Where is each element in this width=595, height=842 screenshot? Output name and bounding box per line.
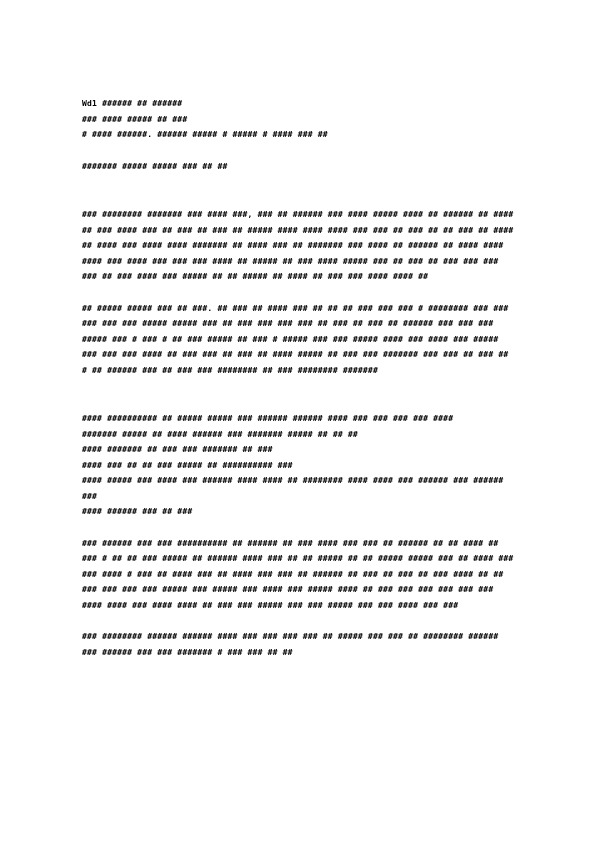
- list-line-2: ####### ##### ## #### ###### ### ####### ##### ## ## ##: [82, 429, 358, 439]
- header-line-1: Wd1 ###### ## ######: [82, 99, 183, 108]
- header-line-2: ### #### ##### ## ###: [82, 114, 188, 124]
- subheading: ####### ##### ##### ### ## ##: [82, 161, 228, 171]
- spacer: [82, 520, 515, 536]
- list-line-4: #### ### ## ## ### ##### ## ########## ###: [82, 460, 293, 470]
- list-line-3: #### ####### ## ### ### ####### ## ###: [82, 445, 273, 454]
- list-line-5: #### ##### ### #### ### ###### #### #### ## ######## #### #### ### ###### ### ###### ###: [82, 476, 509, 501]
- spacer: [82, 378, 515, 411]
- spacer: [82, 174, 515, 207]
- body-paragraph-2: ## ##### ##### ### ## ###. ## ### ## #### ### ## ## ## ### ### ### # ######## ### ### ### ### ### ##### ##### ### ## ### ### ### ### ## ### ## ### ## ###### ### ### ### ##### ### # ### # ## ### ##### ## ### # ##### ### ### ##### #### ### #### ### ##### ### ### ### #### ## ### ### ## ### ## #### ##### ## ### ### ####### ### ### ## ### ## # ## ###### ### ## ### ### ######## ## ### ######## #######: [82, 303, 514, 375]
- body-paragraph-3: ### ###### ### ### ########## ## ###### ## ### #### ### ### ## ###### ## ## #### ## ### # ## ## ### ##### ## ###### #### ### ## ## ##### ## ## ##### ##### ### ## #### ### ### #### # ### ## #### ### ## #### ### ### ## ###### ## ### ## ### ## ### #### ## ## ### ### ### ### ##### ### ##### ### #### ### ##### #### ## ### ### ### ### ### ### #### #### ### #### #### ## ### ### ##### ### ### ##### ### ### #### ### ###: [82, 538, 519, 610]
- spacer: [82, 613, 515, 629]
- spacer: [82, 143, 515, 159]
- body-paragraph-4: ### ######## ###### ###### #### ### ### ### ### ## ##### ### ### ## ######## ###### ### ###### ### ### ####### # ### ### ## ##: [82, 632, 504, 657]
- list-line-1: #### ########## ## ##### ##### ### ###### ###### #### ### ### ### ### ####: [82, 414, 454, 423]
- list-line-6: #### ###### ### ## ###: [82, 507, 193, 516]
- body-paragraph-1: ### ######## ####### ### #### ###, ### ## ###### ### #### ##### #### ## ###### ## #### ## ### #### ### ## ### ## ### ## ##### #### #### #### ### ### ## ### ## ## ### ## #### ## #### ### #### #### ####### ## #### ### ## ####### ### #### ## ###### ## #### #### #### ### #### ### ### ### #### ## ##### ## ### #### ##### ### ## ### ## ### ### ### ### ## ### #### ### ##### ## ## ##### ## #### ## ### ### #### #### ##: [82, 210, 519, 281]
- spacer: [82, 285, 515, 301]
- header-line-3: # #### ######. ###### ##### # ##### # #### ### ##: [82, 130, 328, 139]
